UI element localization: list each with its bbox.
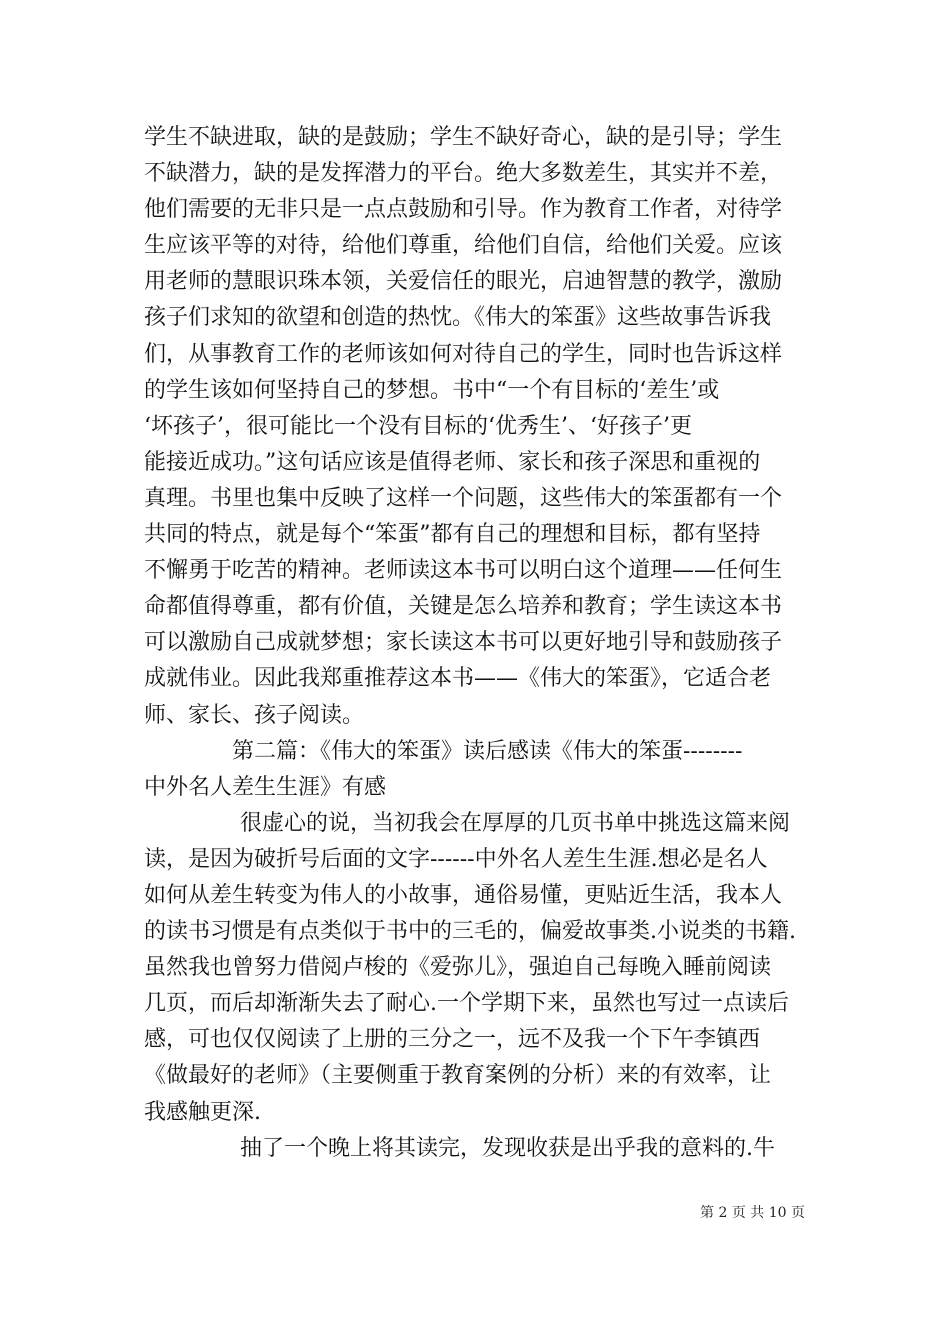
text-line: 们，从事教育工作的老师该如何对待自己的学生，同时也告诉这样 — [144, 341, 783, 367]
text-line: 不懈勇于吃苦的精神。老师读这本书可以明白这个道理——任何生 — [144, 558, 783, 584]
body-text — [144, 120, 806, 1167]
page-number: 第 2 页 共 10 页 — [700, 1205, 805, 1221]
text-line: 能接近成功。”这句话应该是值得老师、家长和孩子深思和重视的 — [144, 449, 761, 475]
paragraph-start: 很虚心的说，当初我会在厚厚的几页书单中挑选这篇来阅 — [240, 810, 791, 836]
text-line: 读，是因为破折号后面的文字------中外名人差生生涯.想必是名人 — [144, 846, 768, 872]
text-line: 他们需要的无非只是一点点鼓励和引导。作为教育工作者，对待学 — [144, 197, 783, 223]
text-line: 真理。书里也集中反映了这样一个问题，这些伟大的笨蛋都有一个 — [144, 485, 783, 511]
text-line: 几页，而后却渐渐失去了耐心.一个学期下来，虽然也写过一点读后 — [144, 991, 789, 1017]
text-line: 的学生该如何坚持自己的梦想。书中“一个有目标的‘差生’或 — [144, 377, 720, 403]
text-line: 用老师的慧眼识珠本领，关爱信任的眼光，启迪智慧的教学，激励 — [144, 269, 783, 295]
text-line: 学生不缺进取，缺的是鼓励；学生不缺好奇心，缺的是引导；学生 — [144, 125, 783, 150]
text-line: 虽然我也曾努力借阅卢梭的《爱弥儿》，强迫自己每晚入睡前阅读 — [144, 955, 772, 981]
text-line: 成就伟业。因此我郑重推荐这本书——《伟大的笨蛋》，它适合老 — [144, 666, 772, 692]
text-line: 师、家长、孩子阅读。 — [144, 702, 365, 728]
text-line: 生应该平等的对待，给他们尊重，给他们自信，给他们关爱。应该 — [144, 233, 783, 259]
text-line: 不缺潜力，缺的是发挥潜力的平台。绝大多数差生，其实并不差， — [144, 161, 783, 187]
section-heading: 第二篇：《伟大的笨蛋》读后感读《伟大的笨蛋-------- — [232, 738, 743, 764]
text-line: 我感触更深. — [144, 1099, 261, 1125]
section-heading-continued: 中外名人差生生涯》有感 — [144, 774, 387, 800]
paragraph-start: 抽了一个晚上将其读完，发现收获是出乎我的意料的.牛 — [240, 1135, 775, 1161]
text-line: 如何从差生转变为伟人的小故事，通俗易懂，更贴近生活，我本人 — [144, 882, 783, 908]
text-line: 孩子们求知的欲望和创造的热忱。《伟大的笨蛋》这些故事告诉我 — [144, 305, 772, 331]
text-line: 共同的特点，就是每个“笨蛋”都有自己的理想和目标，都有坚持 — [144, 522, 761, 548]
text-line: 《做最好的老师》（主要侧重于教育案例的分析）来的有效率，让 — [144, 1063, 772, 1089]
text-line: 的读书习惯是有点类似于书中的三毛的，偏爱故事类.小说类的书籍. — [144, 919, 796, 945]
text-line: 感，可也仅仅阅读了上册的三分之一，远不及我一个下午李镇西 — [144, 1027, 761, 1053]
text-line: 命都值得尊重，都有价值，关键是怎么培养和教育；学生读这本书 — [144, 594, 783, 620]
text-line: 可以激励自己成就梦想；家长读这本书可以更好地引导和鼓励孩子 — [144, 630, 783, 656]
text-line: ‘坏孩子’，很可能比一个没有目标的‘优秀生’、‘好孩子’更 — [144, 413, 692, 439]
